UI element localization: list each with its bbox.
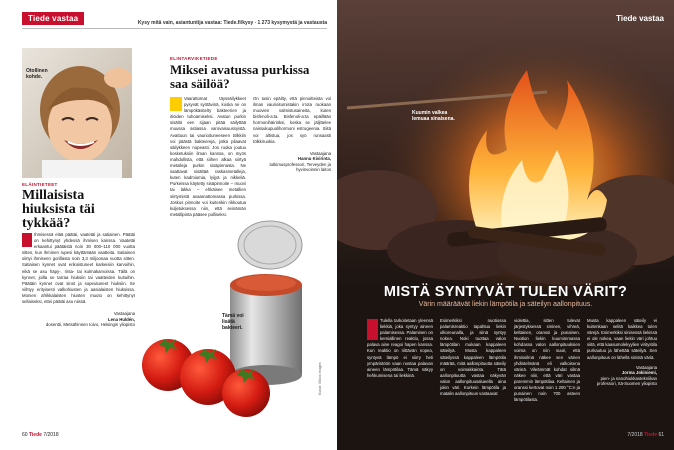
subtitle-fire: Värin määräävät liekin lämpötila ja säteilyn aallonpituus.	[418, 301, 593, 308]
child-photo-caption: Otollinen kohde.	[26, 68, 48, 80]
byline-fire	[587, 365, 657, 387]
fire-photo-caption: Kuumin valkea lemuaa sinaisena.	[412, 110, 455, 122]
dropcap-fire	[367, 319, 378, 340]
kicker-cans: ELINTARVIKETIEDE	[170, 56, 218, 61]
byline-cans	[253, 151, 331, 173]
kicker-lice: ELÄINTIETEET	[22, 182, 58, 187]
body-fire-col4: Musta kappaleen säteily ei kuitenkaan selitä kaikkea tulen värejä. Esimerkiksi sinisessä liekissä ei ole nokea, vaan liekin väri johtuu siitä, että kaasumolekyylien viritystila purkautuu ja lähettää säteilyä. Sen aallonpituus on lähellä sinistä väriä.	[587, 318, 657, 360]
body-lice: Ihmisessä elää päätäi, vaatetäi ja satiainen. Päätäi on kehittynyt yhdessä ihmisen kanssa. Vaatetäi erkaantui päätäistä noin 30 000–110 000 vuotta sitten, kun ihminen rupesi käyttämään vaatteita. Satiainen siirtyi ihmiseen gorillasta noin 3,3 miljoonaa vuotta sitten. Satiaisen kynnet ovat erikoistuneet karkeisiin karvoihin, eikä se asu häpy-, rinta- tai kulmakarvoissa. Täilä on kynnet, joilla se tarraa hiuksiin tai vaatteiden kuituihin. Päätäin kynnet ovat siroit ja sopeutuneet hiuksiin. Se viihtyy erityisesti valkohiusten ja aasialaisten hiuksissa. Monien afrikkalaisten hiusten muoto on kehittynyt sellaiseksi, ettei päätäi asu niissä.	[22, 232, 135, 305]
right-footer	[627, 432, 664, 438]
article-fire-col2	[440, 318, 506, 397]
byline-name: Jorma Jokiniemi,	[621, 370, 657, 376]
dropcap-cans	[170, 97, 182, 111]
title-cans: Miksei avatussa purkissa saa säilöä?	[170, 62, 310, 91]
section-tag-right: Tiede vastaa	[616, 14, 664, 23]
article-cans-col2	[253, 96, 331, 173]
byline-label: Vastaajana	[309, 150, 331, 156]
article-cans-col1	[170, 96, 246, 218]
question-lice	[22, 182, 132, 231]
header-ask-text: Kysy mitä vain, asiantuntija vastaa: Tiede.fi/kysy ∙ 1 273 kysymystä ja vastausta	[137, 20, 327, 26]
can-caption: Tämä voi lisätä bakteeri.	[222, 313, 244, 331]
brand-right: Tiede	[644, 432, 658, 438]
article-lice	[22, 232, 135, 328]
article-fire-col1	[367, 318, 433, 379]
byline-name: Lena Huldén,	[108, 316, 135, 322]
title-fire: MISTÄ SYNTYVÄT TULEN VÄRIT?	[383, 284, 628, 300]
byline-title: pien- ja nanohiukkastekniikan professori, Itä-Suomen yliopisto	[596, 375, 657, 387]
body-cans-col2: On tosin epäilty, että pinnoitteista voi ilman vaurioitumistakin irrota ruokaan muovien valmistusaineita, kuten bisfenoli-a:ta. Bisfenoli-a:ta epäillään hormonihäiriöksi, koska se jäljittelee naissukupuolihormoni estrogeenia. Siitä voi altistua, jos syö runsaasti tölkkiruokia.	[253, 96, 331, 144]
left-footer	[22, 432, 59, 438]
page-number-left: 60	[22, 432, 28, 438]
page-number-right: 61	[658, 432, 664, 438]
byline-name: Hannu Kivirinta,	[298, 156, 331, 162]
article-fire-col3	[514, 318, 580, 403]
byline-lice	[22, 311, 135, 328]
body-fire-col1: Tulella tarkoitetaan yleensä liekkiä, joka syntyy aineen palamisessa. Palaminen on kemiallinen reaktio, jossa palava aine reagoi hapen kanssa. Kun reaktio on riittävän nopea, syntyvä lämpö ei siirry heti ympäristöön vaan nostaa palavan aineen lämpötilaa. Tämä näkyy hehkumisena tai liekkinä.	[367, 318, 433, 378]
body-fire-col2: Esimerkiksi nuotiossa palamisreaktio tapahtuu liekin ulkoreunalla, ja siinä syntyy nokea. Noki tuottaa valon lämpötilan mukaan kappaleen säteilyä. Musta kappaleen säteilyssä kappaleen lämpötila määrää, mitä aallonpituutta säteily on voimakkainta. Tätä aallonpituutta vastaa näkyvän valon aallonpituusalueella aina jokin väri. Korkein lämpötila ja matalin aallonpituus vastaavat	[440, 318, 506, 397]
byline-label: Vastaajana	[635, 364, 657, 370]
brand-left: Tiede	[28, 432, 42, 438]
title-lice: Millaisista hiuksista täi tykkää?	[22, 188, 95, 231]
byline-title: tutkimusprofessori, Terveyden ja hyvinvoinnin laitos	[269, 161, 331, 173]
article-fire-col4	[587, 318, 657, 387]
byline-title: dosentti, Metsähinnen toivo, Helsingin yliopisto	[45, 322, 135, 328]
question-cans	[170, 56, 330, 91]
body-fire-col3: violettia, sitten tulevat järjestyksessä sininen, vihreä, keltainen, oranssi ja punainen. Nuotion liekin kuumimmassa kohdassa valon aallonpituuksien voima on niin suuri, että ihmissilmä näkee sen värien yhdistelmänä eli valkoisena värinä. Vileämmät kohdat silmä näkee niin, että väri vastaa paremmin lämpötilaa. Keltainen ja oranssi kertovat noin 1 200 °C:n ja punainen noin 700 asteen lämpötilasta.	[514, 318, 580, 403]
dropcap-lice	[22, 233, 32, 247]
issue-left: 7/2018	[43, 432, 59, 438]
section-tag-left: Tiede vastaa	[22, 12, 84, 25]
campfire-photo	[337, 0, 674, 290]
right-page	[337, 0, 674, 450]
header-rule	[22, 28, 327, 29]
photo-credit: Kuvat: iStock images	[318, 362, 322, 395]
byline-label: Vastaajana	[113, 311, 135, 317]
body-cans-col1: Vaarattomat täyssäilykkeet pysyvät syötävinä, koska ne on lämpökäsitelty bakteerien ja itiöiden tuhoamiseksi. Avatun purkin sisältö een sijaan pitää säilyttää muussa astiassa varovaisuussyistä. Avattuun tai vaurioituneeseen tölkkiin voi päästä bakteereja, jotka pilaavat säilykkeen nopeasti. Jos ruoka joutuu kosketuksiin ilman kanssa, on myös mahdollista, että siihen alkaa siirtyä metalleja purkin sisäpinnasta. Ne saattavat sisältää raskasmetalleja, kuten kadmiumia, lyijyä ja nikkeliä. Purkeissa käytetty sisäpinnoite – muovi tai lakka – ehkäisee metallien siirtymistä avaamattomassa purkissa. Joskus pinnoite voi kuitenkin rikkoutua kuljetuksessa niin, että seinämän metallipinta pääsee pulliseksi.	[170, 96, 246, 217]
issue-right: 7/2018	[627, 432, 643, 438]
